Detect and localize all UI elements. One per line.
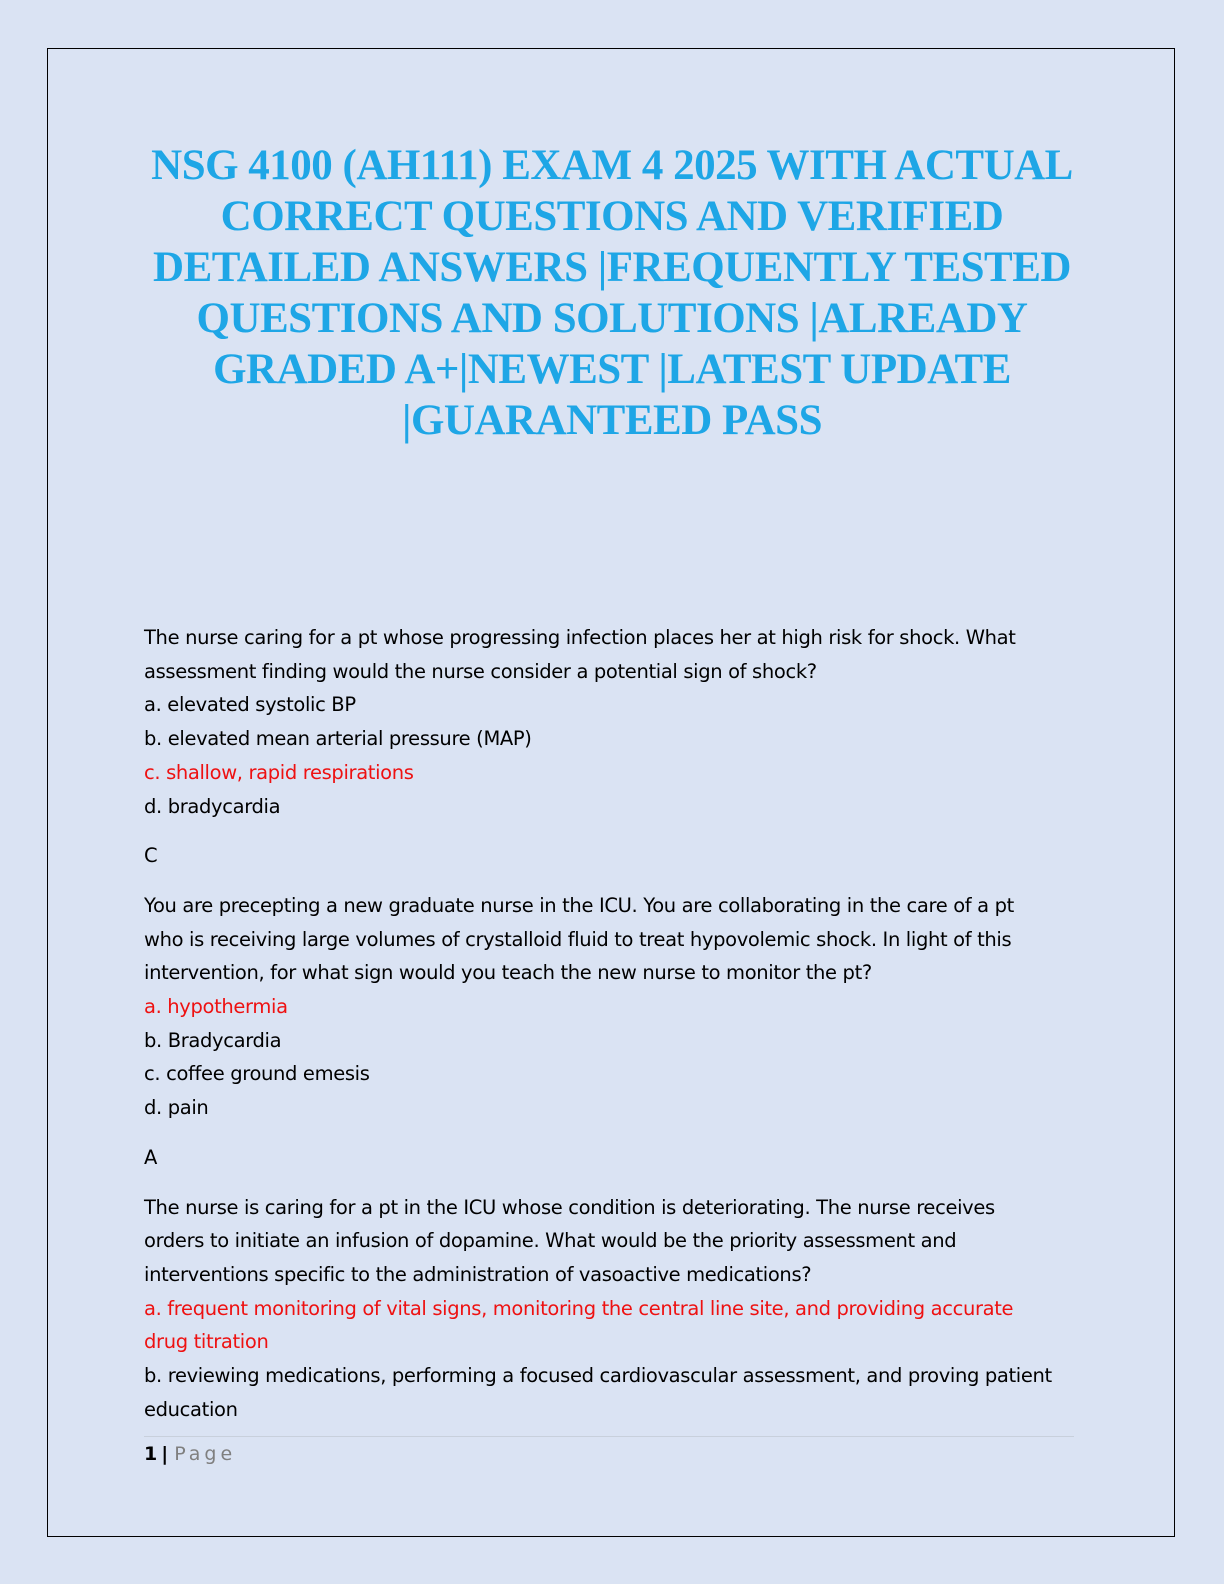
answer-option-correct: drug titration bbox=[144, 1330, 269, 1354]
answer-option: a. elevated systolic BP bbox=[144, 693, 356, 717]
questions-body bbox=[144, 621, 1094, 1426]
title-line: GRADED A+|NEWEST |LATEST UPDATE bbox=[213, 346, 1011, 393]
question-stem-line: The nurse caring for a pt whose progressing infection places her at high risk for shock. What bbox=[144, 626, 1016, 649]
question-1 bbox=[144, 621, 1094, 873]
question-stem-line: who is receiving large volumes of crystalloid fluid to treat hypovolemic shock. In light of this bbox=[144, 927, 1012, 951]
page-number: 1 bbox=[144, 1443, 158, 1465]
answer-option: b. reviewing medications, performing a focused cardiovascular assessment, and proving patient bbox=[144, 1364, 1052, 1388]
title-line: NSG 4100 (AH111) EXAM 4 2025 WITH ACTUAL bbox=[151, 142, 1073, 189]
document-title bbox=[100, 140, 1124, 446]
answer-option: education bbox=[144, 1397, 238, 1421]
title-line: QUESTIONS AND SOLUTIONS |ALREADY bbox=[196, 295, 1028, 342]
answer-option-correct: a. hypothermia bbox=[144, 995, 288, 1019]
title-line: DETAILED ANSWERS |FREQUENTLY TESTED bbox=[153, 244, 1071, 291]
answer-option: d. pain bbox=[144, 1096, 209, 1120]
page-label: Page bbox=[174, 1443, 237, 1465]
footer-divider bbox=[144, 1436, 1074, 1437]
answer-option: b. Bradycardia bbox=[144, 1028, 282, 1052]
question-stem-line: intervention, for what sign would you teach the new nurse to monitor the pt? bbox=[144, 961, 872, 985]
answer-option: d. bradycardia bbox=[144, 794, 281, 818]
question-2 bbox=[144, 889, 1094, 1175]
question-stem-line: assessment finding would the nurse consider a potential sign of shock? bbox=[144, 659, 817, 683]
answer-option: b. elevated mean arterial pressure (MAP) bbox=[144, 727, 532, 751]
page-footer bbox=[144, 1440, 236, 1468]
question-stem-line: orders to initiate an infusion of dopamine. What would be the priority assessment and bbox=[144, 1229, 957, 1253]
title-line: CORRECT QUESTIONS AND VERIFIED bbox=[220, 193, 1004, 240]
answer-option-correct: c. shallow, rapid respirations bbox=[144, 760, 414, 784]
question-stem-line: You are precepting a new graduate nurse in the ICU. You are collaborating in the care of a pt bbox=[144, 893, 1014, 917]
question-stem-line: The nurse is caring for a pt in the ICU whose condition is deteriorating. The nurse receives bbox=[144, 1195, 995, 1219]
question-stem-line: interventions specific to the administration of vasoactive medications? bbox=[144, 1262, 812, 1286]
question-3 bbox=[144, 1191, 1094, 1427]
answer-option-correct: a. frequent monitoring of vital signs, monitoring the central line site, and providing accurate bbox=[144, 1296, 1014, 1320]
title-line: |GUARANTEED PASS bbox=[402, 397, 822, 444]
answer-option: c. coffee ground emesis bbox=[144, 1062, 370, 1086]
answer-key: C bbox=[144, 844, 158, 868]
footer-separator: | bbox=[161, 1443, 169, 1465]
answer-key: A bbox=[144, 1145, 157, 1169]
